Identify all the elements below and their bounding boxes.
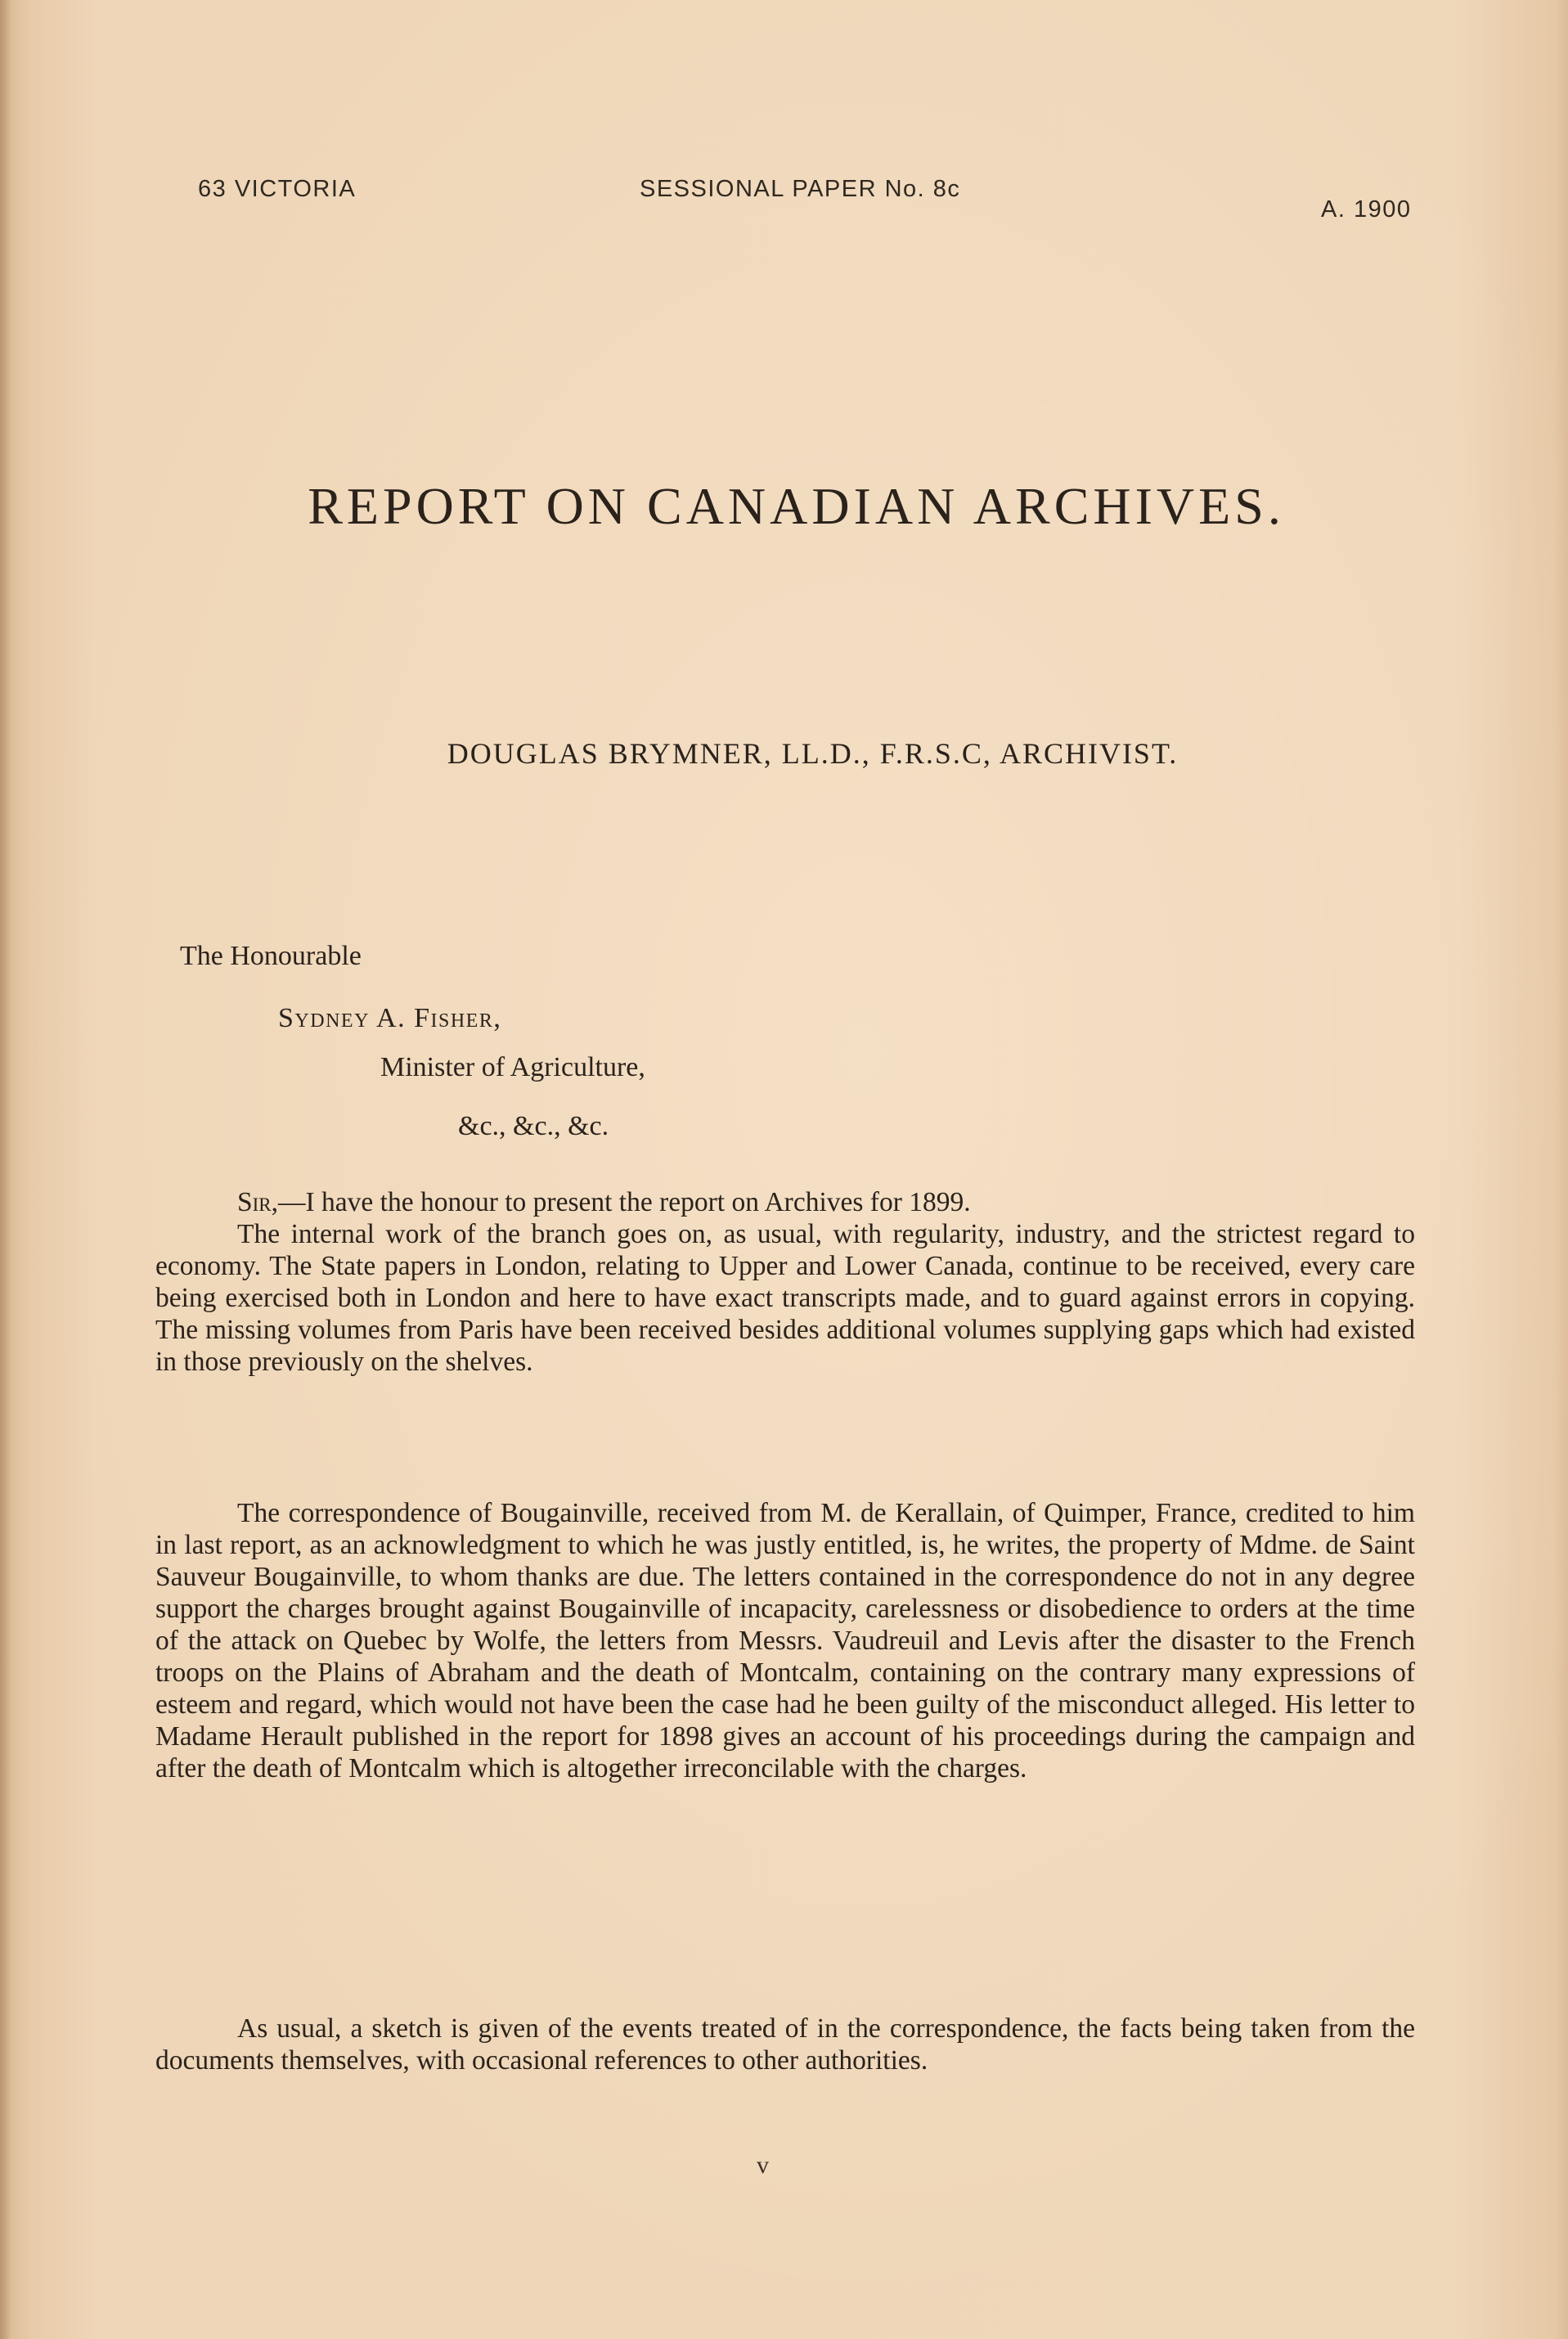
header-sessional-paper: SESSIONAL PAPER No. 8c	[640, 176, 961, 202]
address-line-name: Sydney A. Fisher,	[278, 1003, 502, 1033]
address-line-office: Minister of Agriculture,	[380, 1052, 645, 1082]
report-title: REPORT ON CANADIAN ARCHIVES.	[308, 477, 1285, 535]
paragraph-salutation	[155, 1186, 1415, 1218]
header-year: A. 1900	[1321, 196, 1412, 223]
letter-body-opening	[155, 1186, 1415, 1378]
letter-body-sketch	[155, 2013, 1415, 2076]
binding-shadow	[0, 0, 11, 2339]
salutation: Sir,	[237, 1187, 279, 1217]
report-author: DOUGLAS BRYMNER, LL.D., F.R.S.C, ARCHIVIST.	[447, 737, 1179, 770]
paragraph-bougainville: The correspondence of Bougainville, received from M. de Kerallain, of Quimper, France, credited to him in last report, as an acknowledgment to which he was justly entitled, is, he writes, the property of Mdme. de Saint Sauveur Bougainville, to whom thanks are due. The letters contained in the correspondence do not in any degree support the charges brought against Bougainville of incapacity, carelessness or disobedience to orders at the time of the attack on Quebec by Wolfe, the letters from Messrs. Vaudreuil and Levis after the disaster to the French troops on the Plains of Abraham and the death of Montcalm, containing on the contrary many expressions of esteem and regard, which would not have been the case had he been guilty of the misconduct alleged. His letter to Madame Herault published in the report for 1898 gives an account of his proceedings during the campaign and after the death of Montcalm which is altogether irreconcilable with the charges.	[155, 1498, 1415, 1783]
header-session: 63 VICTORIA	[198, 176, 357, 202]
paragraph-internal-work: The internal work of the branch goes on, as usual, with regularity, industry, and the strictest regard to economy. The State papers in London, relating to Upper and Lower Canada, continue to be received, every care being exercised both in London and here to have exact transcripts made, and to guard against errors in copying. The missing volumes from Paris have been received besides additional volumes supplying gaps which had existed in those previously on the shelves.	[155, 1219, 1415, 1377]
letter-body-bougainville	[155, 1497, 1415, 1784]
address-line-honourable: The Honourable	[180, 941, 362, 971]
address-line-etc: &c., &c., &c.	[458, 1111, 609, 1141]
page-number: v	[757, 2152, 769, 2179]
salutation-text: —I have the honour to present the report on Archives for 1899.	[278, 1187, 971, 1217]
paragraph-sketch: As usual, a sketch is given of the events treated of in the correspondence, the facts being taken from the documents themselves, with occasional references to other authorities.	[155, 2013, 1415, 2076]
